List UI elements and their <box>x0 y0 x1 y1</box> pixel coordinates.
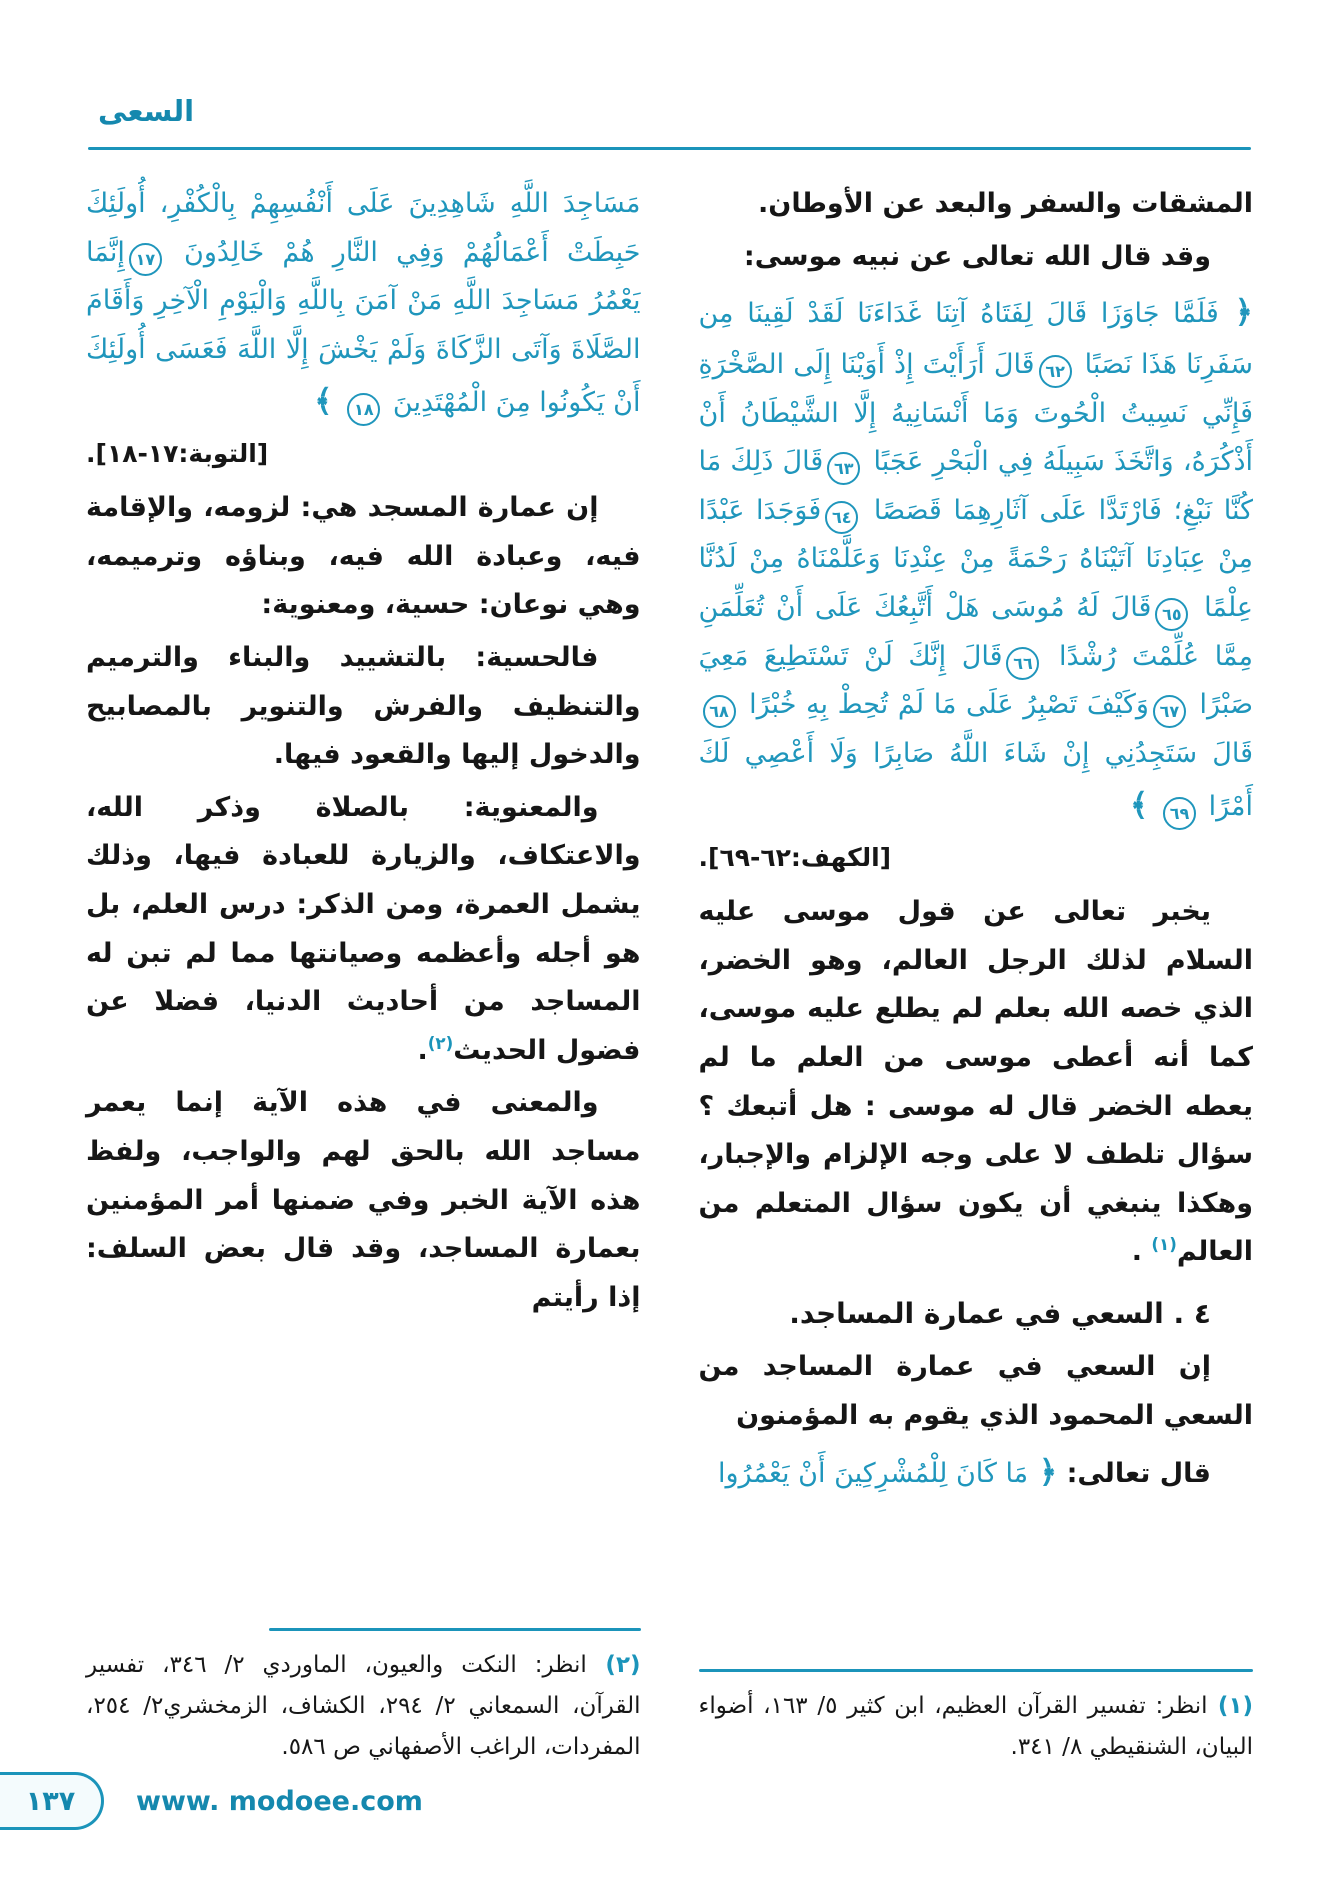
column-left <box>86 180 641 1768</box>
ayah-number-badge: ٦٢ <box>1039 355 1072 388</box>
quran-verse-text: فَوَجَدَا عَبْدًا مِنْ عِبَادِنَا آتَيْنَاهُ رَحْمَةً مِنْ عِنْدِنَا وَعَلَّمْنَاهُ مِنْ لَدُنَّا عِلْمًا <box>698 494 1253 624</box>
quran-reference-alkahf: [الكهف:٦٢-٦٩]. <box>698 843 892 873</box>
footnote-separator-line <box>269 1628 641 1631</box>
quran-verse-text: مَسَاجِدَ اللَّهِ شَاهِدِينَ عَلَى أَنْفُسِهِمْ بِالْكُفْرِ، أُولَئِكَ حَبِطَتْ أَعْمَالُهُمْ وَفِي النَّارِ هُمْ خَالِدُونَ <box>86 188 641 268</box>
paragraph: فالحسية: بالتشييد والبناء والترميم والتنظيف والفرش والتنوير بالمصابيح والدخول إليها والقعود فيها. <box>86 642 641 771</box>
quran-verse-text: قَالَ إِنَّكَ لَنْ تَسْتَطِيعَ مَعِيَ صَبْرًا <box>698 640 1253 721</box>
footnote <box>699 1686 1254 1768</box>
quran-close-bracket: ﴾ <box>1130 787 1160 824</box>
quran-verse-text: مَا كَانَ لِلْمُشْرِكِينَ أَنْ يَعْمُرُوا <box>717 1457 1029 1489</box>
footnote-marker-2: (٢) <box>427 1032 454 1053</box>
commentary-text: يخبر تعالى عن قول موسى عليه السلام لذلك الرجل العالم، وهو الخضر، الذي خصه الله بعلم لم يطلع عليه موسى، كما أنه أعطى موسى من العلم ما لم يعطه الخضر قال له موسى : هل أتبعك ؟ سؤال تلطف لا على وجه الإلزام والإجبار، وهكذا ينبغي أن يكون سؤال المتعلم من العالم <box>698 896 1253 1268</box>
quran-open-bracket: ﴿ <box>1028 1453 1058 1490</box>
quran-verse-text: قَالَ أَرَأَيْتَ إِذْ أَوَيْنَا إِلَى الصَّخْرَةِ فَإِنِّي نَسِيتُ الْحُوتَ وَمَا أَنْسَانِيهُ إِلَّا الشَّيْطَانُ أَنْ أَذْكُرَهُ، وَاتَّخَذَ سَبِيلَهُ فِي الْبَحْرِ عَجَبًا <box>698 349 1253 478</box>
sentence-end: . <box>417 1034 428 1066</box>
quran-verse-text: فَلَمَّا جَاوَزَا قَالَ لِفَتَاهُ آتِنَا غَدَاءَنَا لَقَدْ لَقِينَا مِن سَفَرِنَا هَذَا نَصَبًا <box>698 298 1253 381</box>
ayah-number-badge: ٦٦ <box>1006 647 1039 680</box>
paragraph: إن السعي في عمارة المساجد من السعي المحمود الذي يقوم به المؤمنون <box>698 1351 1253 1432</box>
section-heading: ٤ . السعي في عمارة المساجد. <box>789 1297 1211 1331</box>
quran-verse-text: قَالَ ذَلِكَ مَا كُنَّا نَبْغِ؛ فَارْتَدَّا عَلَى آثَارِهِمَا قَصَصًا <box>698 446 1253 526</box>
ayah-number-badge: ١٧ <box>129 243 162 276</box>
quran-reference-tawbah: [التوبة:١٧-١٨]. <box>86 439 269 469</box>
quran-passage-tawbah-opening <box>717 1453 1058 1490</box>
footnote-separator-line <box>699 1669 1254 1672</box>
quran-close-bracket: ﴾ <box>314 383 344 420</box>
header-divider-line <box>88 147 1251 150</box>
sentence-end: . <box>1131 1236 1152 1268</box>
footnote-number: (١) <box>1207 1693 1253 1720</box>
quran-verse-text: وَكَيْفَ تَصْبِرُ عَلَى مَا لَمْ تُحِطْ بِهِ خُبْرًا <box>739 689 1149 721</box>
footnote-text: انظر: النكت والعيون، الماوردي ٢/ ٣٤٦، تفسير القرآن، السمعاني ٢/ ٢٩٤، الكشاف، الزمخشري٢/ ٢٥٤، المفردات، الراغب الأصفهاني ص ٥٨٦. <box>86 1652 641 1761</box>
ayah-number-badge: ٦٥ <box>1155 598 1188 631</box>
footnotes-section <box>86 1616 641 1768</box>
quran-verse-text: إِنَّمَا يَعْمُرُ مَسَاجِدَ اللَّهِ مَنْ آمَنَ بِاللَّهِ وَالْيَوْمِ الْآخِرِ وَأَقَامَ الصَّلَاةَ وَآتَى الزَّكَاةَ وَلَمْ يَخْشَ إِلَّا اللَّهَ فَعَسَى أُولَئِكَ أَنْ يَكُونُوا مِنَ الْمُهْتَدِينَ <box>86 236 641 419</box>
quran-verse-text: قَالَ سَتَجِدُنِي إِنْ شَاءَ اللَّهُ صَابِرًا وَلَا أَعْصِي لَكَ أَمْرًا <box>698 737 1253 823</box>
ayah-number-badge: ٦٣ <box>827 452 860 485</box>
footnote-number: (٢) <box>586 1652 641 1679</box>
paragraph <box>86 784 641 1076</box>
quran-passage-alkahf <box>699 285 1254 834</box>
ayah-number-badge: ٦٨ <box>703 695 736 728</box>
quran-passage-tawbah <box>86 180 641 430</box>
footnote <box>86 1645 641 1768</box>
page-number-badge: ١٣٧ <box>0 1772 104 1830</box>
paragraph: المشقات والسفر والبعد عن الأوطان. <box>758 188 1253 219</box>
commentary-paragraph <box>699 888 1254 1277</box>
quran-open-bracket: ﴿ <box>1218 294 1253 331</box>
ayah-number-badge: ٦٩ <box>1163 797 1196 830</box>
paragraph: وقد قال الله تعالى عن نبيه موسى: <box>743 240 1211 272</box>
footnote-text: انظر: تفسير القرآن العظيم، ابن كثير ٥/ ١٦٣، أضواء البيان، الشنقيطي ٨/ ٣٤١. <box>698 1693 1253 1761</box>
quote-paragraph <box>699 1445 1254 1501</box>
quote-lead-in: قال تعالى: <box>1057 1457 1211 1489</box>
footnotes-section <box>699 1657 1254 1768</box>
page-header-title: السعى <box>98 94 195 128</box>
ayah-number-badge: ١٨ <box>347 393 380 426</box>
paragraph: والمعنى في هذه الآية إنما يعمر مساجد الله بالحق لهم والواجب، ولفظ هذه الآية الخبر وفي ضمنها أمر المؤمنين بعمارة المساجد، وقد قال بعض السلف: إذا رأيتم <box>86 1087 641 1313</box>
ayah-number-badge: ٦٧ <box>1153 695 1186 728</box>
quran-verse-text: قَالَ لَهُ مُوسَى هَلْ أَتَّبِعُكَ عَلَى أَنْ تُعَلِّمَنِ مِمَّا عُلِّمْتَ رُشْدًا <box>698 592 1253 672</box>
column-right <box>699 180 1254 1768</box>
paragraph: إن عمارة المسجد هي: لزومه، والإقامة فيه، وعبادة الله فيه، وبناؤه وترميمه، وهي نوعان: حسية، ومعنوية: <box>86 492 641 621</box>
paragraph-text: والمعنوية: بالصلاة وذكر الله، والاعتكاف، والزيارة للعبادة فيها، وذلك يشمل العمرة، ومن الذكر: درس العلم، بل هو أجله وأعظمه وصيانتها مما لم تبن له المساجد من أحاديث الدنيا، فضلا عن فضول الحديث <box>86 791 641 1066</box>
two-column-layout <box>86 180 1253 1768</box>
footnote-marker-1: (١) <box>1151 1234 1177 1255</box>
ayah-number-badge: ٦٤ <box>825 501 858 534</box>
website-url: www. modoee.com <box>136 1786 423 1817</box>
